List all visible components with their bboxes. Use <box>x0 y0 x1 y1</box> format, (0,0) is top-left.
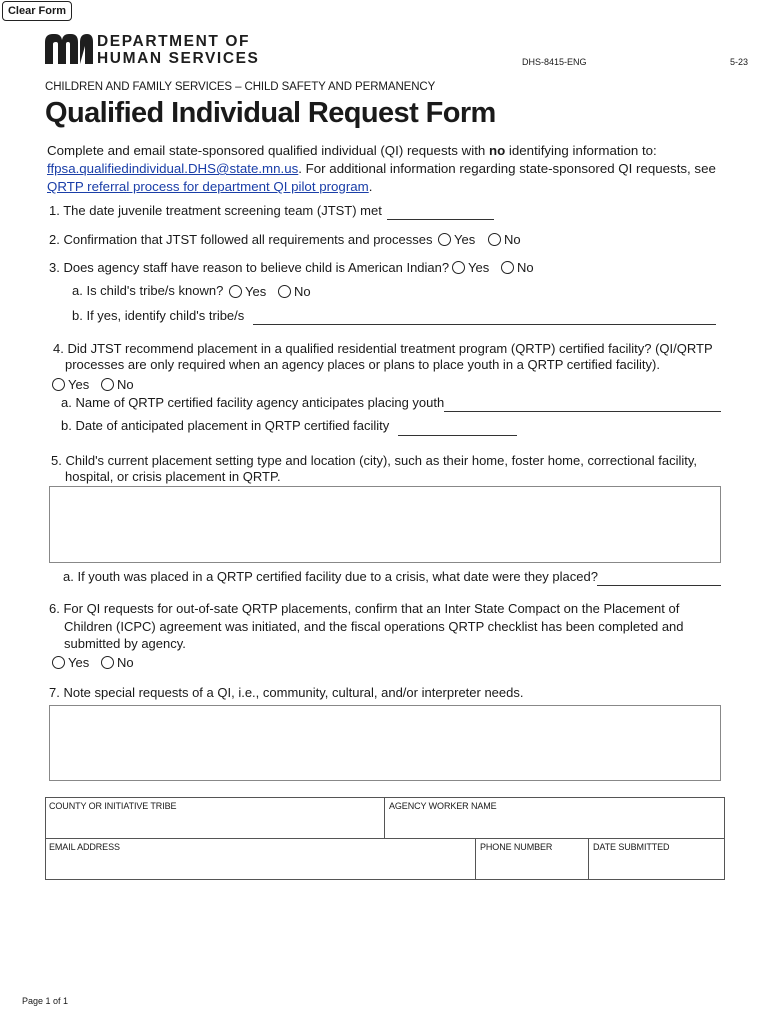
dept-line1: DEPARTMENT OF <box>97 33 251 50</box>
q3-yes-radio[interactable] <box>452 260 489 275</box>
q6-line2: Children (ICPC) agreement was initiated, and the fiscal operations QRTP checklist has been completed and <box>64 619 684 634</box>
q7-label: 7. Note special requests of a QI, i.e., community, cultural, and/or interpreter needs. <box>49 685 524 700</box>
q4-line2: processes are only required when an agency places or plans to place youth in a QRTP certified facility). <box>65 357 660 372</box>
date-submitted-field[interactable] <box>588 838 725 880</box>
q4-line1: 4. Did JTST recommend placement in a qualified residential treatment program (QRTP) certified facility? (QI/QRTP <box>53 341 713 356</box>
no-label: No <box>504 232 521 247</box>
form-code: DHS-8415-ENG <box>522 57 587 67</box>
q4a-label: a. Name of QRTP certified facility agency anticipates placing youth <box>61 395 445 410</box>
q6-line3: submitted by agency. <box>64 636 186 651</box>
q4a-facility-field[interactable] <box>444 411 721 412</box>
q4-yes-radio[interactable] <box>52 377 89 392</box>
phone-number-field[interactable] <box>475 838 589 880</box>
q4b-label: b. Date of anticipated placement in QRTP certified facility <box>61 418 390 433</box>
no-label: No <box>294 284 311 299</box>
q3b-label: b. If yes, identify child's tribe/s <box>72 308 245 323</box>
radio-circle-icon <box>488 233 501 246</box>
email-link[interactable]: ffpsa.qualifiedindividual.DHS@state.mn.us <box>47 161 299 176</box>
intro-part4: . <box>368 179 373 194</box>
no-label: No <box>117 655 134 670</box>
q6-yes-radio[interactable] <box>52 655 89 670</box>
page-number: Page 1 of 1 <box>22 996 69 1006</box>
q5-line1: 5. Child's current placement setting type and location (city), such as their home, foster home, correctional facility, <box>51 453 698 468</box>
q3a-yes-radio[interactable] <box>229 284 266 299</box>
q4-no-radio[interactable] <box>101 377 134 392</box>
q7-special-requests-textarea[interactable] <box>49 705 721 781</box>
radio-circle-icon <box>52 378 65 391</box>
email-address-field[interactable] <box>45 838 476 880</box>
agency-worker-label: AGENCY WORKER NAME <box>389 801 497 811</box>
radio-circle-icon <box>229 285 242 298</box>
no-label: No <box>117 377 134 392</box>
intro-text <box>47 142 727 196</box>
mn-logo-icon <box>45 34 93 64</box>
q2-yes-radio[interactable] <box>438 232 475 247</box>
q1-label: 1. The date juvenile treatment screening team (JTST) met <box>49 203 382 218</box>
agency-worker-field[interactable] <box>384 797 725 839</box>
intro-bold: no <box>488 143 506 158</box>
clear-form-button[interactable]: Clear Form <box>2 1 72 21</box>
q4b-date-field[interactable] <box>398 435 517 436</box>
no-label: No <box>517 260 534 275</box>
q6-line1: 6. For QI requests for out-of-sate QRTP placements, confirm that an Inter State Compact on the Placement of <box>49 601 680 616</box>
yes-label: Yes <box>245 284 267 299</box>
process-link[interactable]: QRTP referral process for department QI pilot program <box>47 179 369 194</box>
q5a-label: a. If youth was placed in a QRTP certified facility due to a crisis, what date were they placed? <box>63 569 598 584</box>
q3a-label: a. Is child's tribe/s known? <box>72 283 224 298</box>
q5-line2: hospital, or crisis placement in QRTP. <box>65 469 281 484</box>
date-submitted-label: DATE SUBMITTED <box>593 842 670 852</box>
intro-part1: Complete and email state-sponsored qualified individual (QI) requests with <box>47 143 489 158</box>
category-header: CHILDREN AND FAMILY SERVICES – CHILD SAFETY AND PERMANENCY <box>45 81 436 93</box>
department-name <box>97 33 260 67</box>
radio-circle-icon <box>101 378 114 391</box>
q3a-no-radio[interactable] <box>278 284 311 299</box>
intro-part2: identifying information to: <box>505 143 657 158</box>
q3-no-radio[interactable] <box>501 260 534 275</box>
q2-no-radio[interactable] <box>488 232 521 247</box>
q5-placement-textarea[interactable] <box>49 486 721 563</box>
page-title: Qualified Individual Request Form <box>45 97 496 129</box>
yes-label: Yes <box>468 260 490 275</box>
county-field[interactable] <box>45 797 385 839</box>
radio-circle-icon <box>452 261 465 274</box>
q3-label: 3. Does agency staff have reason to believe child is American Indian? <box>49 260 450 275</box>
q3b-tribe-field[interactable] <box>253 324 716 325</box>
yes-label: Yes <box>68 377 90 392</box>
q1-date-field[interactable] <box>387 219 494 220</box>
email-address-label: EMAIL ADDRESS <box>49 842 120 852</box>
dept-line2: HUMAN SERVICES <box>97 50 260 67</box>
radio-circle-icon <box>101 656 114 669</box>
q2-label: 2. Confirmation that JTST followed all requirements and processes <box>49 232 433 247</box>
yes-label: Yes <box>454 232 476 247</box>
intro-part3: . For additional information regarding state-sponsored QI requests, see <box>298 161 716 176</box>
q5a-date-field[interactable] <box>597 585 721 586</box>
radio-circle-icon <box>501 261 514 274</box>
radio-circle-icon <box>278 285 291 298</box>
phone-number-label: PHONE NUMBER <box>480 842 553 852</box>
yes-label: Yes <box>68 655 90 670</box>
county-label: COUNTY OR INITIATIVE TRIBE <box>49 801 177 811</box>
q6-no-radio[interactable] <box>101 655 134 670</box>
form-date: 5-23 <box>730 57 749 67</box>
radio-circle-icon <box>52 656 65 669</box>
radio-circle-icon <box>438 233 451 246</box>
